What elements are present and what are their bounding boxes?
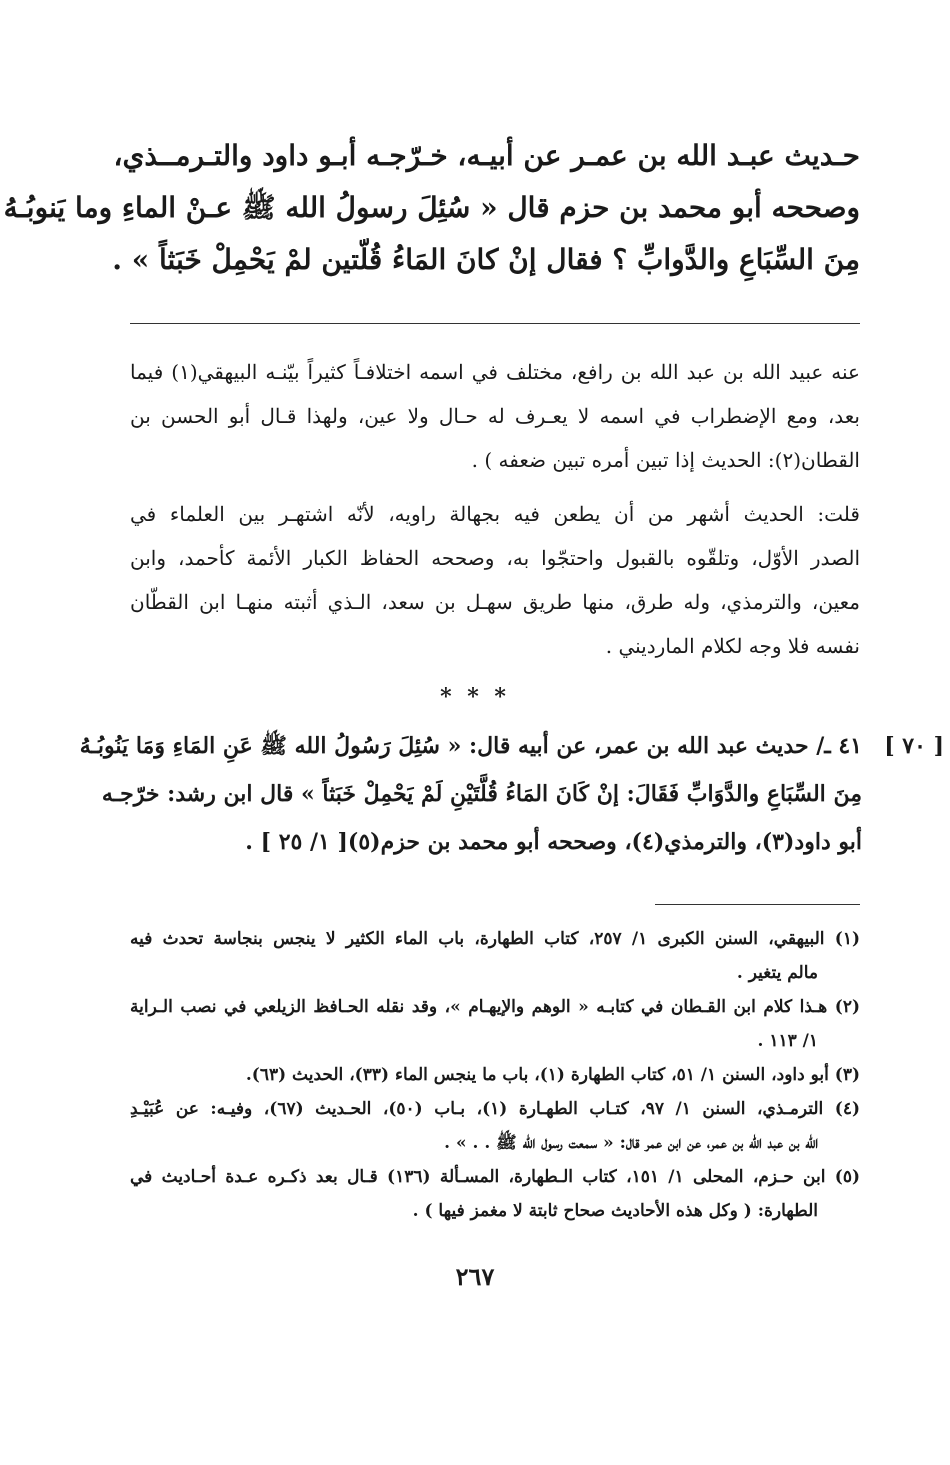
main-hadith-paragraph [3, 130, 860, 286]
footnote-line: (١) البيهقي، السنن الكبرى ١/ ٢٥٧، كتاب الطهارة، باب الماء الكثير لا ينجس بنجاسة تحدث فيه [130, 929, 860, 949]
footnote-line: الطهارة: ( وكل هذه الأحاديث صحاح ثابتة لا مغمز فيها ) . [412, 1201, 818, 1221]
text-line: مِنَ السِّبَاعِ والدَّوَابِّ فَقَالَ: إنْ كَانَ المَاءُ قُلَّتَيْنِ لَمْ يَحْمِلْ خَبَثاً » قال ابن رشد: خرّجـه [101, 781, 862, 807]
footnote-divider [655, 904, 860, 905]
footnote-line: ١/ ١١٣ . [757, 1031, 818, 1051]
footnote-line: (٤) الترمـذي، السنن ١/ ٩٧، كتـاب الطهـارة (١)، بـاب (٥٠)، الحـديث (٦٧)، وفيـه: عن عُبَيْـدِ [130, 1099, 860, 1119]
footnote-line: الله بن عبد الله بن عمر، عن ابن عمر قال: « سمعت رسول الله ﷺ . . » . [444, 1133, 818, 1153]
text-line: نفسه فلا وجه لكلام المارديني . [605, 634, 860, 658]
page-number: ٢٦٧ [455, 1262, 495, 1291]
text-line: مِنَ السِّبَاعِ والدَّوابِّ ؟ فقال إنْ كانَ المَاءُ قُلّتين لمْ يَحْمِلْ خَبَثاً » . [112, 243, 860, 276]
footnote [130, 1160, 860, 1228]
commentary-paragraph [130, 350, 860, 482]
text-line: عنه عبيد الله بن عبد الله بن رافع، مختلف في اسمه اختلافـاً كثيراً بيّنـه البيهقي(١) فيما [130, 360, 860, 384]
commentary-paragraph [130, 492, 860, 668]
section-divider [130, 323, 860, 324]
text-line: بعد، ومع الإضطراب في اسمه لا يعـرف له حـال ولا عين، ولهذا قـال أبو الحسن بن [130, 404, 860, 428]
footnote [130, 922, 860, 990]
text-line: قلت: الحديث أشهر من أن يطعن فيه بجهالة راويه، لأنّه اشتهـر بين العلماء في [130, 502, 860, 526]
footnote-line: مالم يتغير . [736, 963, 818, 983]
text-line: وصححه أبو محمد بن حزم قال « سُئِلَ رسولُ الله ﷺ عـنْ الماءِ وما يَنوبُـهُ [3, 191, 860, 224]
footnote-line: (٥) ابن حـزم، المحلى ١/ ١٥١، كتاب الـطهارة، المسـألة (١٣٦) قـال بعد ذكـره عـدة أحـاديث في [130, 1167, 860, 1187]
footnote-line: (٢) هـذا كلام ابن القـطان في كتابـه « الوهم والإيهـام »، وقد نقله الحـافظ الزيلعي في نصب الـراية [130, 997, 860, 1017]
text-line: معين، والترمذي، وله طرق، منها طريق سهـل بن سعد، الـذي أثبته منهـا ابن القطّان [130, 590, 860, 614]
section-separator: * * * [440, 684, 510, 710]
footnote [130, 1058, 860, 1092]
footnote [130, 990, 860, 1058]
text-line: الصدر الأوّل، وتلقّوه بالقبول واحتجّوا به، وصححه الحفاظ الكبار الأئمة كأحمد، وابن [130, 546, 860, 570]
text-line: حـديث عبـد الله بن عمـر عن أبيـه، خـرّجـه أبـو داود والتـرمــذي، [113, 139, 860, 172]
text-line: ٤١ ـ/ حديث عبد الله بن عمر، عن أبيه قال: « سُئِلَ رَسُولُ الله ﷺ عَنِ المَاءِ وَمَا يَنُوبُـهُ [79, 733, 862, 759]
hadith-entry [79, 722, 862, 866]
entry-number: [ ٧٠ ] [884, 733, 944, 759]
footnotes [130, 922, 860, 1228]
text-line: أبو داود(٣)، والترمذي(٤)، وصححه أبو محمد بن حزم(٥)[ ١/ ٢٥ ] . [245, 829, 862, 855]
footnote-line: (٣) أبو داود، السنن ١/ ٥١، كتاب الطهارة (١)، باب ما ينجس الماء (٣٣)، الحديث (٦٣). [245, 1065, 860, 1085]
footnote [130, 1092, 860, 1160]
text-line: القطان(٢): الحديث إذا تبين أمره تبين ضعفه ) . [471, 448, 860, 472]
